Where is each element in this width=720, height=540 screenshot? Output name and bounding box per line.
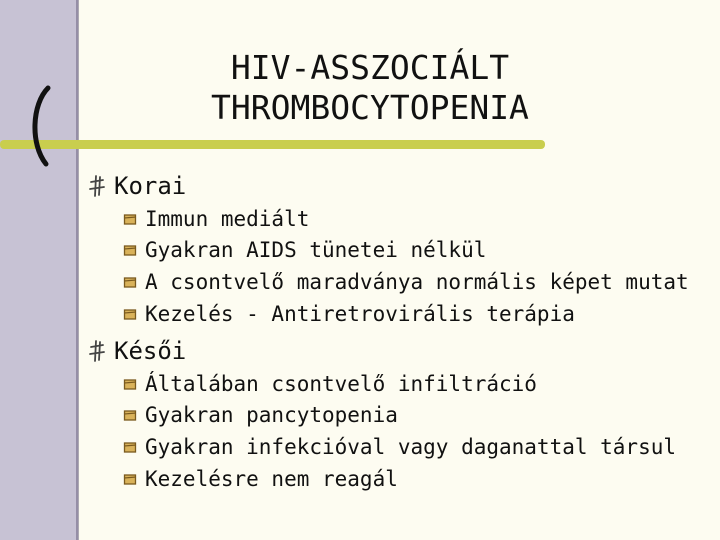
section-heading-label: Késői <box>114 337 187 365</box>
square-bullet-icon <box>123 275 137 289</box>
cross-bullet-icon <box>88 339 106 363</box>
section-heading-korai <box>88 171 186 201</box>
list-item <box>123 465 398 493</box>
list-item <box>123 205 309 233</box>
section-heading-kesoi <box>88 336 186 366</box>
title-line-1: HIV-ASSZOCIÁLT <box>230 48 510 87</box>
bracket-decoration <box>18 84 58 168</box>
square-bullet-icon <box>123 307 137 321</box>
list-item <box>123 370 537 398</box>
left-decorative-band <box>0 0 78 540</box>
square-bullet-icon <box>123 408 137 422</box>
list-item-label: Általában csontvelő infiltráció <box>145 372 537 396</box>
list-item <box>123 236 486 264</box>
square-bullet-icon <box>123 377 137 391</box>
title-underline <box>0 140 545 149</box>
list-item-label: Gyakran AIDS tünetei nélkül <box>145 238 487 262</box>
square-bullet-icon <box>123 212 137 226</box>
list-item-label: Kezelésre nem reagál <box>145 467 398 491</box>
list-item-label: Gyakran pancytopenia <box>145 403 398 427</box>
band-edge <box>76 0 79 540</box>
square-bullet-icon <box>123 243 137 257</box>
cross-bullet-icon <box>88 174 106 198</box>
section-heading-label: Korai <box>114 172 187 200</box>
list-item-label: Gyakran infekcióval vagy daganattal társul <box>145 435 677 459</box>
square-bullet-icon <box>123 472 137 486</box>
list-item <box>123 300 575 328</box>
list-item-label: A csontvelő maradványa normális képet mutat <box>145 270 689 294</box>
list-item-label: Immun mediált <box>145 207 310 231</box>
list-item <box>123 401 398 429</box>
list-item <box>123 433 676 461</box>
slide-title <box>100 48 640 128</box>
list-item-label: Kezelés - Antiretrovirális terápia <box>145 302 575 326</box>
list-item <box>123 268 689 296</box>
title-line-2: THROMBOCYTOPENIA <box>211 88 529 127</box>
square-bullet-icon <box>123 440 137 454</box>
